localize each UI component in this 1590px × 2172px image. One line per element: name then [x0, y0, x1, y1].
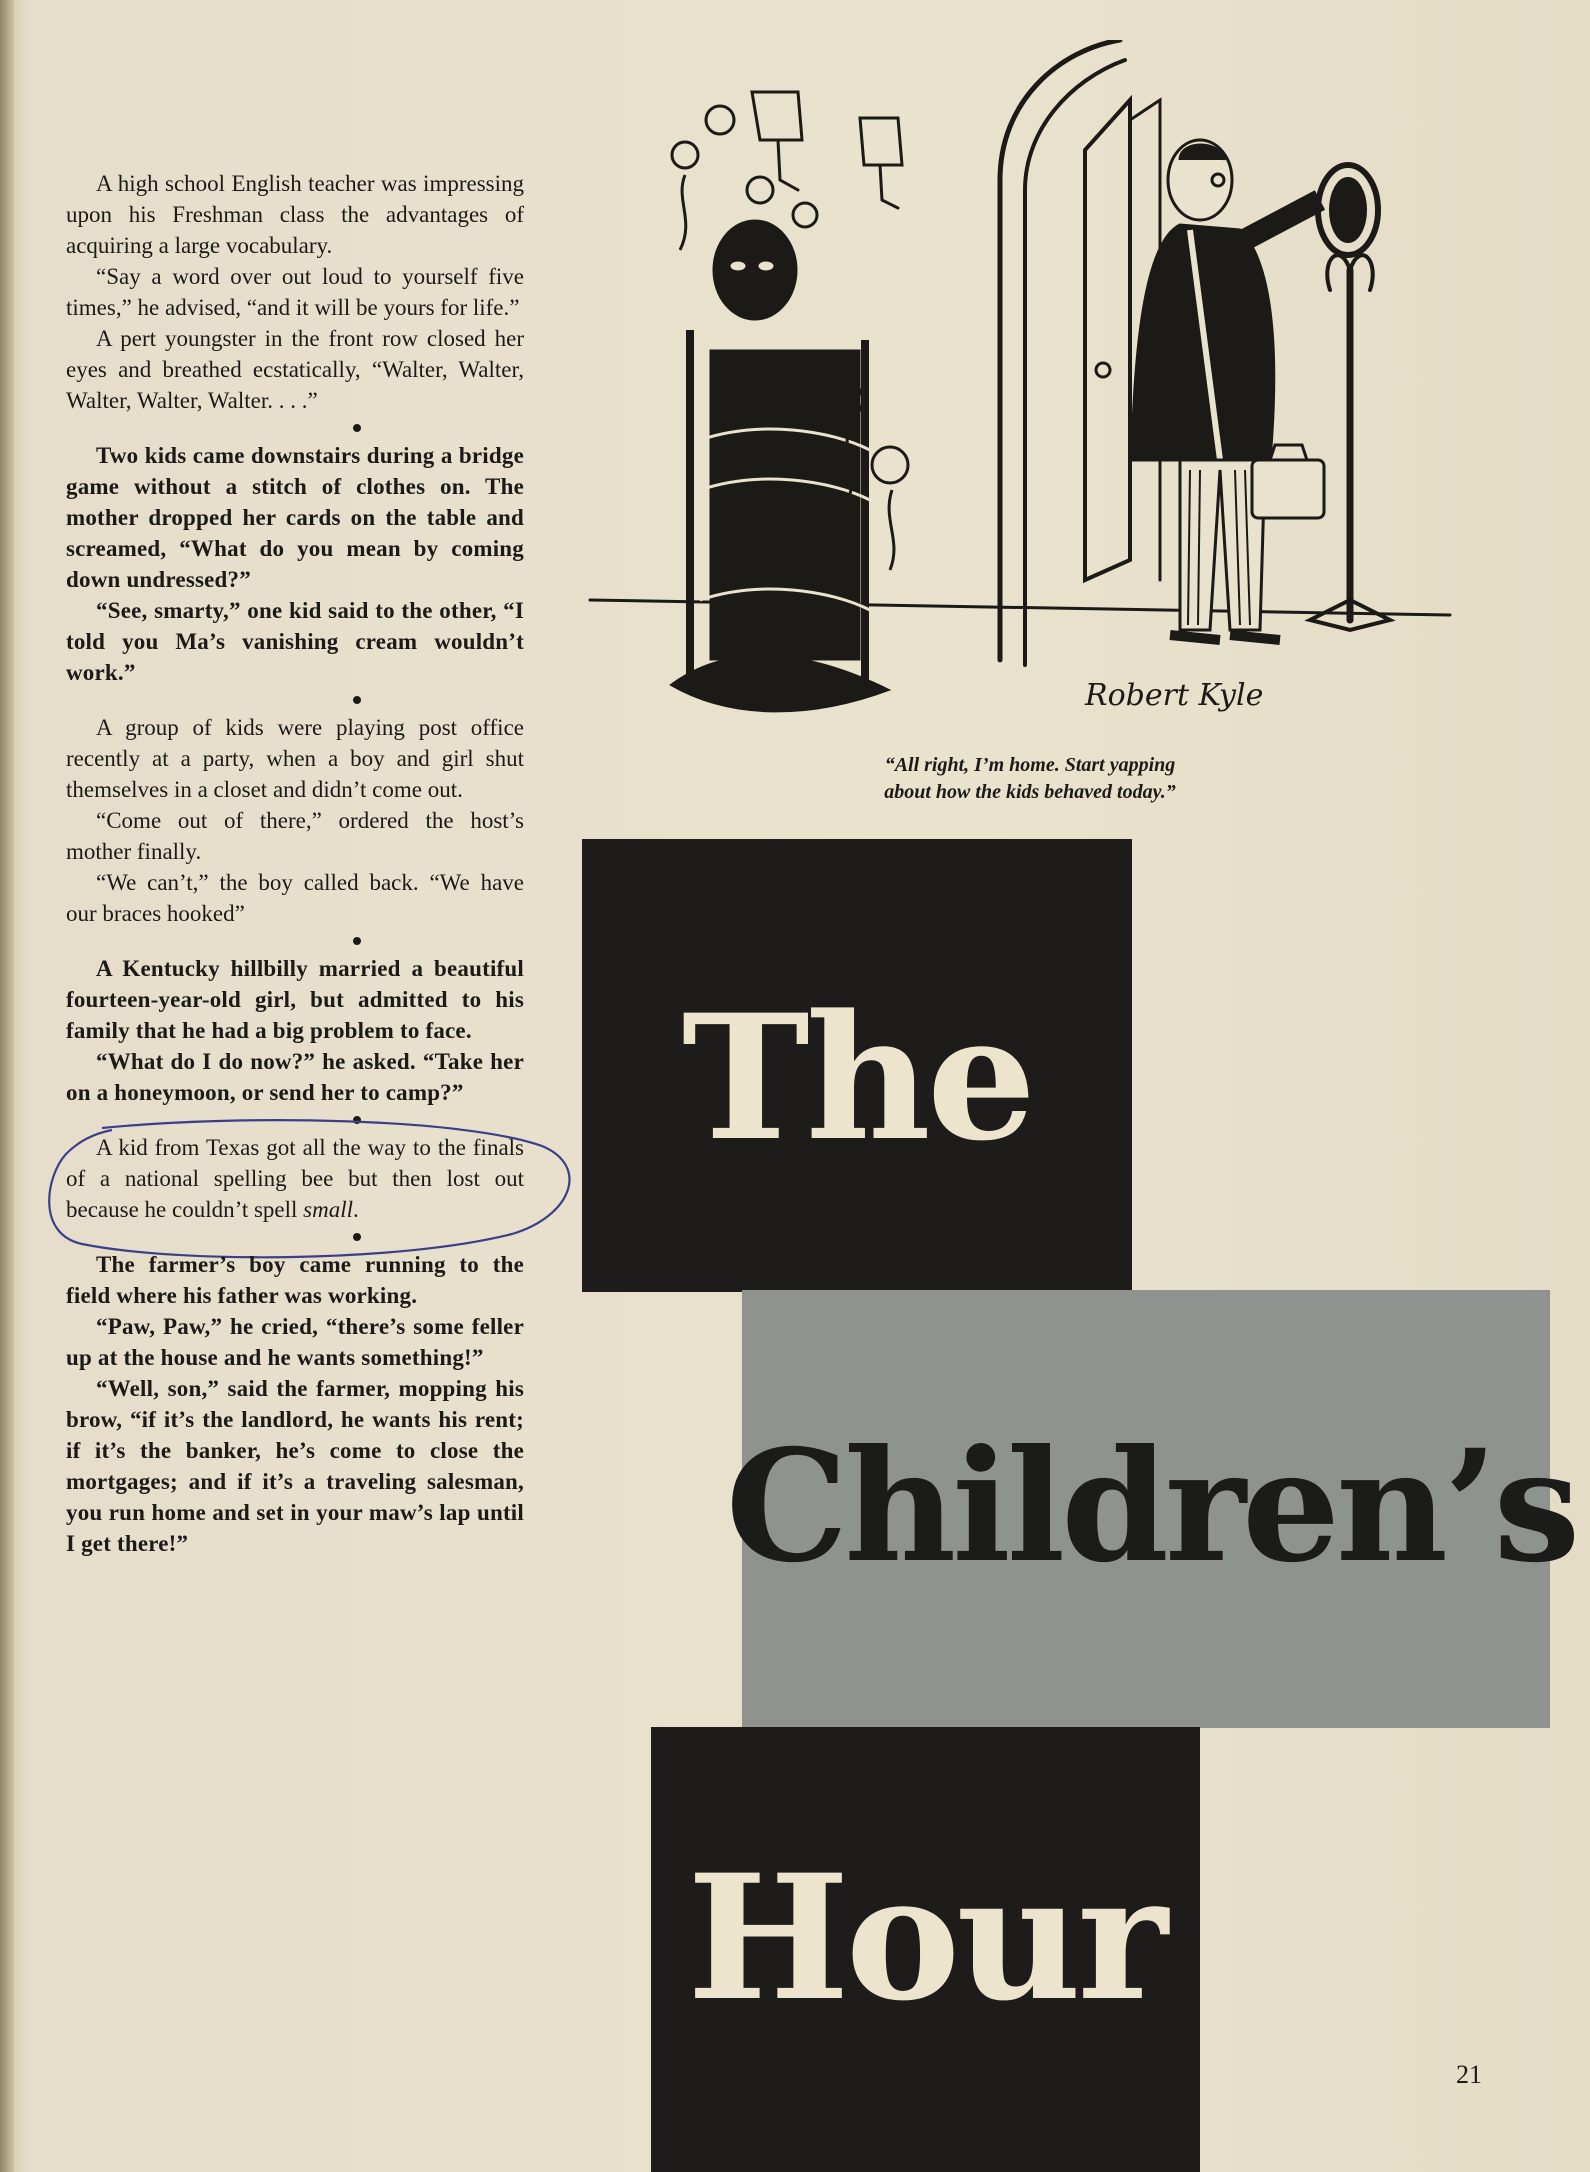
child-tied-to-chair [670, 220, 890, 712]
title-word-the: The [681, 976, 1033, 1179]
joke-paragraph: “Paw, Paw,” he cried, “there’s some feller up at the house and he wants something!” [66, 1314, 524, 1370]
title-block-hour [651, 1727, 1200, 2172]
joke-hillbilly [66, 953, 524, 1108]
page-number: 21 [1456, 2060, 1482, 2089]
joke-paragraph: A Kentucky hillbilly married a beautiful fourteen-year-old girl, but admitted to his family that he had a big problem to face. [66, 956, 524, 1043]
artist-signature: Robert Kyle [1085, 678, 1264, 713]
cartoon-illustration [580, 40, 1460, 760]
joke-paragraph: A pert youngster in the front row closed her eyes and breathed ecstatically, “Walter, Walter, Walter, Walter, Walter. . . .” [66, 326, 524, 413]
title-block-childrens [725, 1290, 1577, 1728]
joke-vocabulary [66, 168, 524, 416]
separator-bullet [353, 424, 361, 432]
joke-text: A kid from Texas got all the way to the finals of a national spelling bee but then lost out because he couldn’t spell [66, 1135, 524, 1222]
title-block-the [582, 839, 1132, 1292]
jokes-column [66, 168, 524, 1559]
separator-bullet [353, 1116, 361, 1124]
joke-paragraph [66, 1132, 524, 1225]
joke-paragraph: “Well, son,” said the farmer, mopping his brow, “if it’s the landlord, he wants his rent; if it’s the banker, he’s come to close the mortgages; and if it’s a traveling salesman, you run home and set in your maw’s lap until I get there!” [66, 1376, 524, 1556]
caption-line: about how the kids behaved today.” [884, 781, 1176, 803]
joke-farmer [66, 1249, 524, 1559]
separator-bullet [353, 696, 361, 704]
separator-bullet [353, 937, 361, 945]
separator-bullet [353, 1233, 361, 1241]
title-word-childrens: Children’s [725, 1415, 1577, 1597]
page-spine-shadow [0, 0, 14, 2172]
joke-paragraph: Two kids came downstairs during a bridge game without a stitch of clothes on. The mother dropped her cards on the table and screamed, “What do you mean by coming down undressed?” [66, 443, 524, 592]
joke-paragraph: “Say a word over out loud to yourself five times,” he advised, “and it will be yours for life.” [66, 264, 524, 320]
joke-italic-word: small [303, 1197, 354, 1222]
joke-vanishing-cream [66, 440, 524, 688]
joke-spelling-bee [66, 1132, 524, 1225]
joke-paragraph: The farmer’s boy came running to the field where his father was working. [66, 1252, 524, 1308]
caption-line: “All right, I’m home. Start yapping [884, 754, 1176, 776]
joke-paragraph: A high school English teacher was impressing upon his Freshman class the advantages of acquiring a large vocabulary. [66, 171, 524, 258]
joke-paragraph: “What do I do now?” he asked. “Take her on a honeymoon, or send her to camp?” [66, 1049, 524, 1105]
joke-post-office [66, 712, 524, 929]
cartoon-caption [790, 752, 1270, 806]
joke-paragraph: “See, smarty,” one kid said to the other, “I told you Ma’s vanishing cream wouldn’t work.” [66, 598, 524, 685]
joke-text: . [353, 1197, 359, 1222]
title-word-hour: Hour [687, 1836, 1164, 2039]
joke-paragraph: “Come out of there,” ordered the host’s mother finally. [66, 808, 524, 864]
joke-paragraph: “We can’t,” the boy called back. “We have our braces hooked” [66, 870, 524, 926]
joke-paragraph: A group of kids were playing post office recently at a party, when a boy and girl shut themselves in a closet and didn’t come out. [66, 715, 524, 802]
